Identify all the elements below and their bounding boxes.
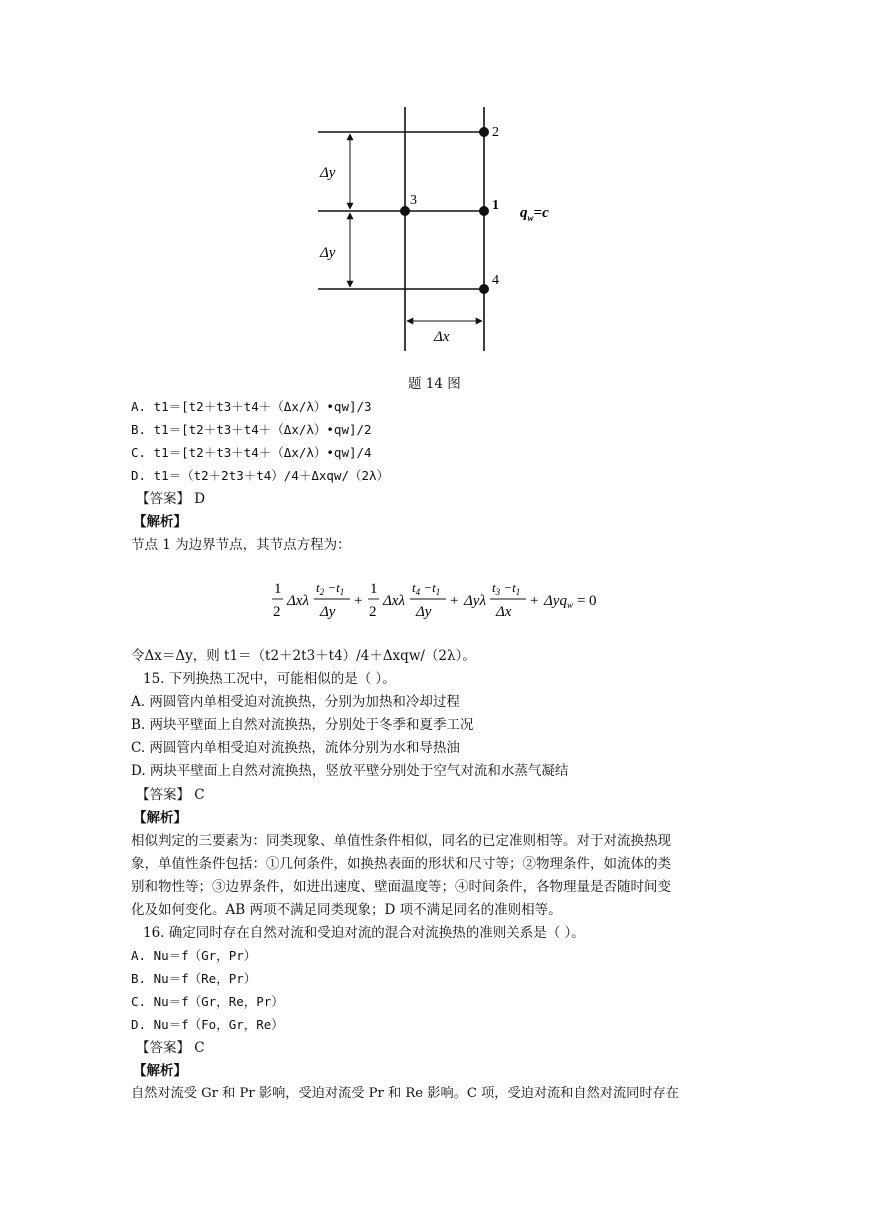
q14-analysis-title: 【解析】 [133,514,187,530]
q16-option-b: B. Nu＝f（Re，Pr） [131,971,257,986]
node-1-label: 1 [492,198,499,213]
svg-text:t4 −t1: $t_4 -t_1$ [412,580,441,597]
svg-text:Δx: Δx [496,604,512,620]
svg-text:2: 2 [273,604,281,620]
q15-question: 15. 下列换热工况中，可能相似的是（ ）。 [143,671,396,687]
q14-analysis-text: 节点 1 为边界节点，其节点方程为： [131,537,351,553]
q16-option-d: D. Nu＝f（Fo，Gr，Re） [131,1017,284,1032]
q14-option-b: B. t1＝[t2＋t3＋t4＋（Δx/λ）•qw]/2 [131,422,372,437]
svg-text:t2 −t1: $t_2 -t_1$ [316,580,345,597]
svg-text:Δyλ: Δyλ [464,593,486,609]
dy-label-lower: Δy [320,245,336,261]
dx-label: Δx [434,329,450,345]
q16-option-c: C. Nu＝f（Gr，Re，Pr） [131,994,284,1009]
q15-analysis-title: 【解析】 [133,810,187,826]
qw-label: $q_w=c$ [520,205,549,223]
q15-option-b: B. 两块平壁面上自然对流换热，分别处于冬季和夏季工况 [131,717,474,733]
svg-text:1: 1 [274,581,282,597]
q15-answer: 【答案】 C [136,787,205,803]
node-equation [0,572,869,632]
svg-text:+: + [354,593,363,609]
q16-analysis-title: 【解析】 [133,1063,187,1079]
q14-option-a: A. t1＝[t2＋t3＋t4＋（Δx/λ）•qw]/3 [131,399,372,414]
node-2 [479,127,489,137]
svg-text:Δxλ: Δxλ [383,593,405,609]
dy-label-upper: Δy [320,165,336,181]
figure-caption: 题 14 图 [408,376,461,392]
q15-analysis-line-4: 化及如何变化。AB 两项不满足同类现象；D 项不满足同名的准则相等。 [131,902,562,918]
q14-conclusion: 令Δx＝Δy，则 t1＝（t2＋2t3＋t4）/4＋Δxqw/（2λ）。 [131,648,476,664]
q15-analysis-line-3: 别和物性等；③边界条件，如进出速度、壁面温度等；④时间条件，各物理量是否随时间变 [131,879,671,895]
q14-option-c: C. t1＝[t2＋t3＋t4＋（Δx/λ）•qw]/4 [131,445,372,460]
node-4 [479,284,489,294]
grid-node-figure [0,0,869,360]
q15-option-a: A. 两圆管内单相受迫对流换热，分别为加热和冷却过程 [131,694,460,710]
q14-answer: 【答案】 D [136,491,206,507]
svg-text:Δxλ: Δxλ [287,593,309,609]
q16-question: 16. 确定同时存在自然对流和受迫对流的混合对流换热的准则关系是（ ）。 [143,925,585,941]
q16-answer: 【答案】 C [136,1040,205,1056]
svg-text:+: + [450,593,459,609]
svg-text:2: 2 [369,604,377,620]
svg-text:1: 1 [370,581,378,597]
node-2-label: 2 [492,125,499,140]
svg-text:0: 0 [589,593,597,609]
node-3 [400,206,410,216]
svg-text:Δyqw: Δyq$_w$ [544,593,573,610]
svg-text:=: = [577,593,586,609]
q14-option-d: D. t1＝（t2＋2t3＋t4）/4＋Δxqw/（2λ） [131,468,390,483]
node-3-label: 3 [410,193,417,208]
svg-text:Δy: Δy [320,604,336,620]
q15-option-d: D. 两块平壁面上自然对流换热，竖放平壁分别处于空气对流和水蒸气凝结 [131,763,569,779]
node-1 [479,206,489,216]
q16-option-a: A. Nu＝f（Gr，Pr） [131,948,257,963]
q15-analysis-line-2: 象，单值性条件包括：①几何条件，如换热表面的形状和尺寸等；②物理条件，如流体的类 [131,856,671,872]
svg-text:Δy: Δy [416,604,432,620]
svg-text:t3 −t1: $t_3 -t_1$ [492,580,521,597]
q16-analysis-text: 自然对流受 Gr 和 Pr 影响，受迫对流受 Pr 和 Re 影响。C 项，受迫对流和自然对流同时存在 [131,1086,679,1101]
node-4-label: 4 [492,273,499,288]
q15-option-c: C. 两圆管内单相受迫对流换热，流体分别为水和导热油 [131,740,460,756]
svg-text:+: + [530,593,539,609]
q15-analysis-line-1: 相似判定的三要素为：同类现象、单值性条件相似，同名的已定准则相等。对于对流换热现 [131,833,671,849]
